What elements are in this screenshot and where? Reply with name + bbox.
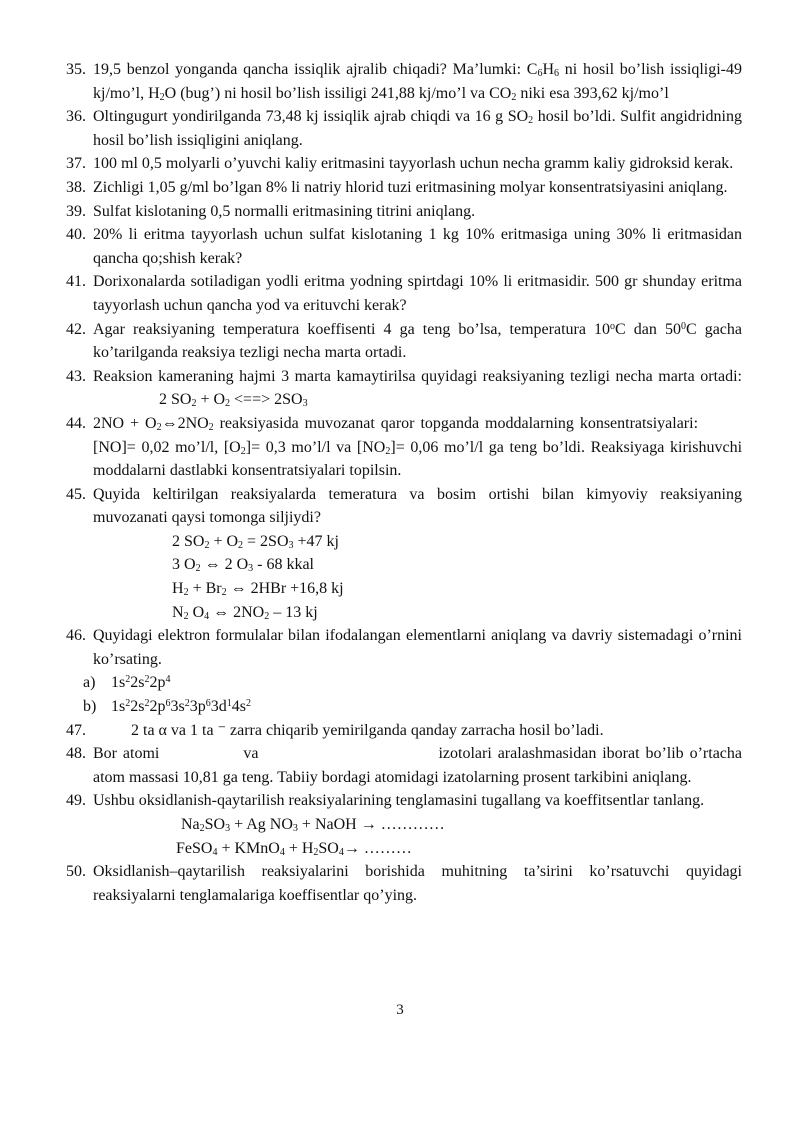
problem-text: 2 ta α va 1 ta ⁻ zarra chiqarib yemirilganda qanday zarracha hosil bo’ladi. <box>131 721 604 739</box>
problem-47 <box>68 719 742 743</box>
reaction-equation: $H_2 + Br_2$ ⇔ 2HBr +16,8 kj <box>172 580 344 599</box>
equation-list <box>93 530 742 624</box>
electron-formula: $1s^22s^22p^4$ <box>111 674 171 692</box>
page-number: 3 <box>396 1002 404 1018</box>
reaction-equation: $Na_2SO_3 + Ag$ $NO_3$ + NaOH → ………… <box>181 816 445 834</box>
problem-number: 40. <box>66 226 86 244</box>
problem-number: 43. <box>66 367 86 385</box>
reaction-equation: 2 $SO_2 + O_2 = 2SO_3 +47$ kj <box>172 532 339 551</box>
problem-text: Ushbu oksidlanish-qaytarilish reaksiyalarining tenglamasini tugallang va koeffitsentlar tanlang. <box>93 792 705 810</box>
reaction-equation: 3 $O_2$ ⇔ 2 $O_3 - 68$ kkal <box>172 556 314 575</box>
problem-text: Agar reaksiyaning temperatura koeffisenti 4 ga teng bo’lsa, temperatura 10$^o$C dan $50^0C$ gacha ko’tarilganda reaksiya tezligi necha marta ortadi. <box>93 320 742 362</box>
problem-50 <box>68 860 742 907</box>
problem-number: 38. <box>66 178 86 196</box>
problem-text: Quyida keltirilgan reaksiyalarda temeratura va bosim ortishi bilan kimyoviy reaksiyaning muvozanati qaysi tomonga siljiydi? <box>93 485 742 527</box>
problem-text: Oltingugurt yondirilganda 73,48 kj issiqlik ajrab chiqdi va 16 g $SO_2$ hosil bo’ldi. Sulfit angidridning hosil bo’lish issiqligini aniqlang. <box>93 108 743 149</box>
problem-text: 19,5 benzol yonganda qancha issiqlik ajralib chiqadi? Ma’lumki: $C_6H_6$ ni hosil bo’lish issiqligi-49 kj/mo’l, $H_2O$ (bug’) ni hosil bo’lish issiligi 241,88 kj/mo’l va $CO_2$ niki esa 393,62 kj/mo’l <box>93 61 742 103</box>
reaction-equation: 2 $SO_2 + O_2$ <==> $2SO_3$ <box>159 391 308 410</box>
problem-number: 47. <box>66 721 86 739</box>
equation-list <box>93 813 742 860</box>
problem-number: 49. <box>66 792 86 810</box>
problem-text: Bor atomi va izotolari aralashmasidan iborat bo’lib o’rtacha atom massasi 10,81 ga teng. Tabiiy bordagi atomidagi izatolarning prosent tarkibini aniqlang. <box>93 745 743 786</box>
problem-number: 41. <box>66 273 86 291</box>
problem-37 <box>68 152 742 176</box>
problem-number: 45. <box>66 485 86 503</box>
reaction-equation: $N_2$ $O_4$ ⇔ $2NO_2 - 13$ kj <box>172 603 318 622</box>
problem-45 <box>68 483 742 625</box>
problem-44 <box>68 412 742 483</box>
problem-number: 46. <box>66 627 86 645</box>
problem-number: 44. <box>66 414 86 432</box>
problem-text: Quyidagi elektron formulalar bilan ifodalangan elementlarni aniqlang va davriy sistemadagi o’rnini ko’rsating. <box>93 627 742 668</box>
problem-text: Sulfat kislotaning 0,5 normalli eritmasining titrini aniqlang. <box>93 202 476 220</box>
problem-number: 48. <box>66 745 86 763</box>
problem-number: 35. <box>66 61 86 78</box>
problem-36 <box>68 105 742 152</box>
problem-text: 100 ml 0,5 molyarli o’yuvchi kaliy eritmasini tayyorlash uchun necha gramm kaliy gidroksid kerak. <box>93 155 734 173</box>
problem-text: Reaksion kameraning hajmi 3 marta kamaytirilsa quyidagi reaksiyaning tezligi necha marta ortadi:2 $SO_2 + O_2$ <==> $2SO_3$ <box>93 367 742 410</box>
electron-formula: $1s^22s^22p^63s^23p^63d^14s^2$ <box>111 698 251 716</box>
problem-text: Dorixonalarda sotiladigan yodli eritma yodning spirtdagi 10% li eritmasidir. 500 gr shunday eritma tayyorlash uchun qancha yod va erituvchi kerak? <box>93 273 742 314</box>
problem-number: 39. <box>66 202 86 220</box>
problem-48 <box>68 742 742 789</box>
subitem-b: b) $1s^22s^22p^63s^23p^63d^14s^2$ <box>83 698 251 716</box>
problem-49 <box>68 789 742 860</box>
problem-text: 20% li eritma tayyorlash uchun sulfat kislotaning 1 kg 10% eritmasiga uning 30% li eritmasidan qancha qo;shish kerak? <box>93 226 742 267</box>
problem-text: Zichligi 1,05 g/ml bo’lgan 8% li natriy hlorid tuzi eritmasining molyar konsentratsiyasini aniqlang. <box>93 178 728 196</box>
problem-number: 50. <box>66 863 86 881</box>
problem-43 <box>68 365 742 412</box>
problem-41 <box>68 270 742 317</box>
document-page <box>68 58 742 907</box>
problem-35 <box>68 58 742 105</box>
problem-text: Oksidlanish–qaytarilish reaksiyalarini borishida muhitning ta’sirini ko’rsatuvchi quyidagi reaksiyalarni tenglamalariga koeffisentlar qo’ying. <box>93 863 742 904</box>
problem-42 <box>68 318 742 365</box>
subitem-a: a) $1s^22s^22p^4$ <box>83 674 171 692</box>
problem-text: $2NO + O_2\Leftrightarrow 2NO_2$ reaksiyasida muvozanat qaror topganda moddalarning konsentratsiyalari:[NO]= 0,02 mo’l/l, $[O_2]= 0,3$ mo’l/l va $[NO_2]= 0,06$ mo’l/l ga teng bo’ldi. Reaksiyaga kirishuvchi moddalarni dastlabki konsentratsiyalari topilsin. <box>93 414 743 480</box>
problem-number: 36. <box>66 108 86 126</box>
problem-38 <box>68 176 742 200</box>
reaction-equation: FeSO$_4$ + KMnO$_4$ + $H_2SO_4\to$ ……… <box>176 839 412 858</box>
problem-number: 42. <box>66 320 86 338</box>
problem-39 <box>68 200 742 224</box>
problem-40 <box>68 223 742 270</box>
problem-46 <box>68 624 742 671</box>
problem-number: 37. <box>66 155 86 173</box>
